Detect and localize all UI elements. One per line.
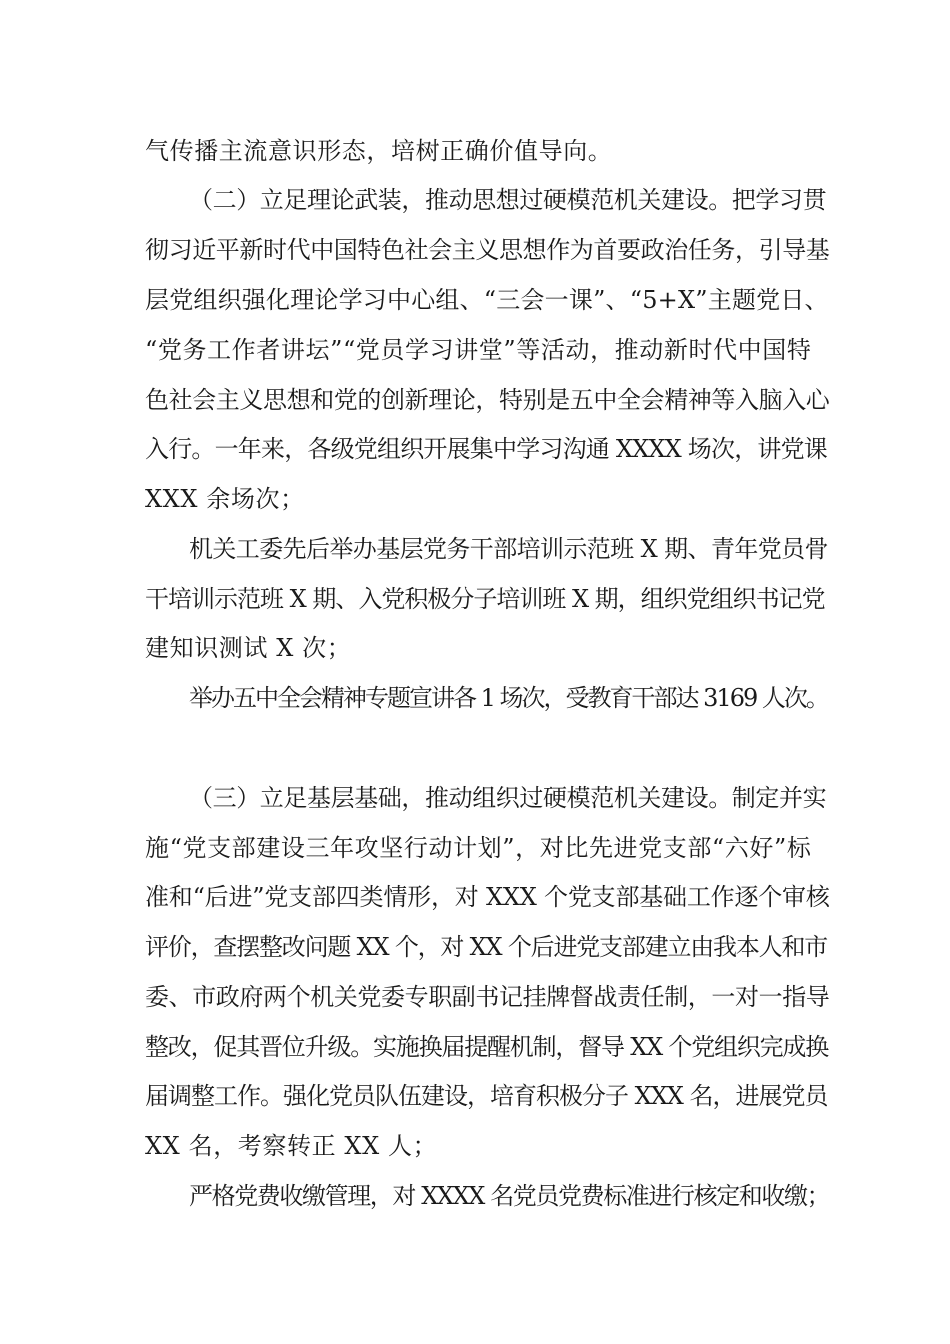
text-line: “党务工作者讲坛”“党员学习讲堂”等活动，推动新时代中国特: [145, 336, 812, 364]
text-line: （二）立足理论武装，推动思想过硬模范机关建设。把学习贯: [189, 186, 827, 214]
text-line: 严格党费收缴管理，对 XXXX 名党员党费标准进行核定和收缴；: [189, 1182, 830, 1210]
text-line: XXX 余场次；: [145, 485, 305, 513]
text-line: 机关工委先后举办基层党务干部培训示范班 X 期、青年党员骨: [189, 535, 828, 563]
text-line: 施“党支部建设三年攻坚行动计划”，对比先进党支部“六好”标: [145, 834, 812, 862]
text-line: 评价，查摆整改问题 XX 个，对 XX 个后进党支部建立由我本人和市: [145, 933, 828, 961]
text-line: 委、市政府两个机关党委专职副书记挂牌督战责任制，一对一指导: [145, 983, 830, 1011]
text-line: 建知识测试 X 次；: [145, 634, 352, 662]
text-line: （三）立足基层基础，推动组织过硬模范机关建设。制定并实: [189, 784, 827, 812]
text-line: 气传播主流意识形态，培树正确价值导向。: [145, 137, 613, 165]
text-line: 彻习近平新时代中国特色社会主义思想作为首要政治任务，引导基: [145, 236, 830, 264]
text-line: XX 名，考察转正 XX 人；: [145, 1132, 438, 1160]
text-line: 举办五中全会精神专题宣讲各 1 场次，受教育干部达 3169 人次。: [189, 684, 828, 712]
text-line: 届调整工作。强化党员队伍建设，培育积极分子 XXX 名，进展党员: [145, 1082, 828, 1110]
text-line: 色社会主义思想和党的创新理论，特别是五中全会精神等入脑入心: [145, 386, 830, 414]
text-line: 干培训示范班 X 期、入党积极分子培训班 X 期，组织党组织书记党: [145, 585, 825, 613]
text-line: 层党组织强化理论学习中心组、“三会一课”、“5+X”主题党日、: [145, 286, 829, 314]
text-line: 入行。一年来，各级党组织开展集中学习沟通 XXXX 场次，讲党课: [145, 435, 827, 463]
text-line: 准和“后进”党支部四类情形，对 XXX 个党支部基础工作逐个审核: [145, 883, 830, 911]
text-line: 整改，促其晋位升级。实施换届提醒机制，督导 XX 个党组织完成换: [145, 1033, 829, 1061]
